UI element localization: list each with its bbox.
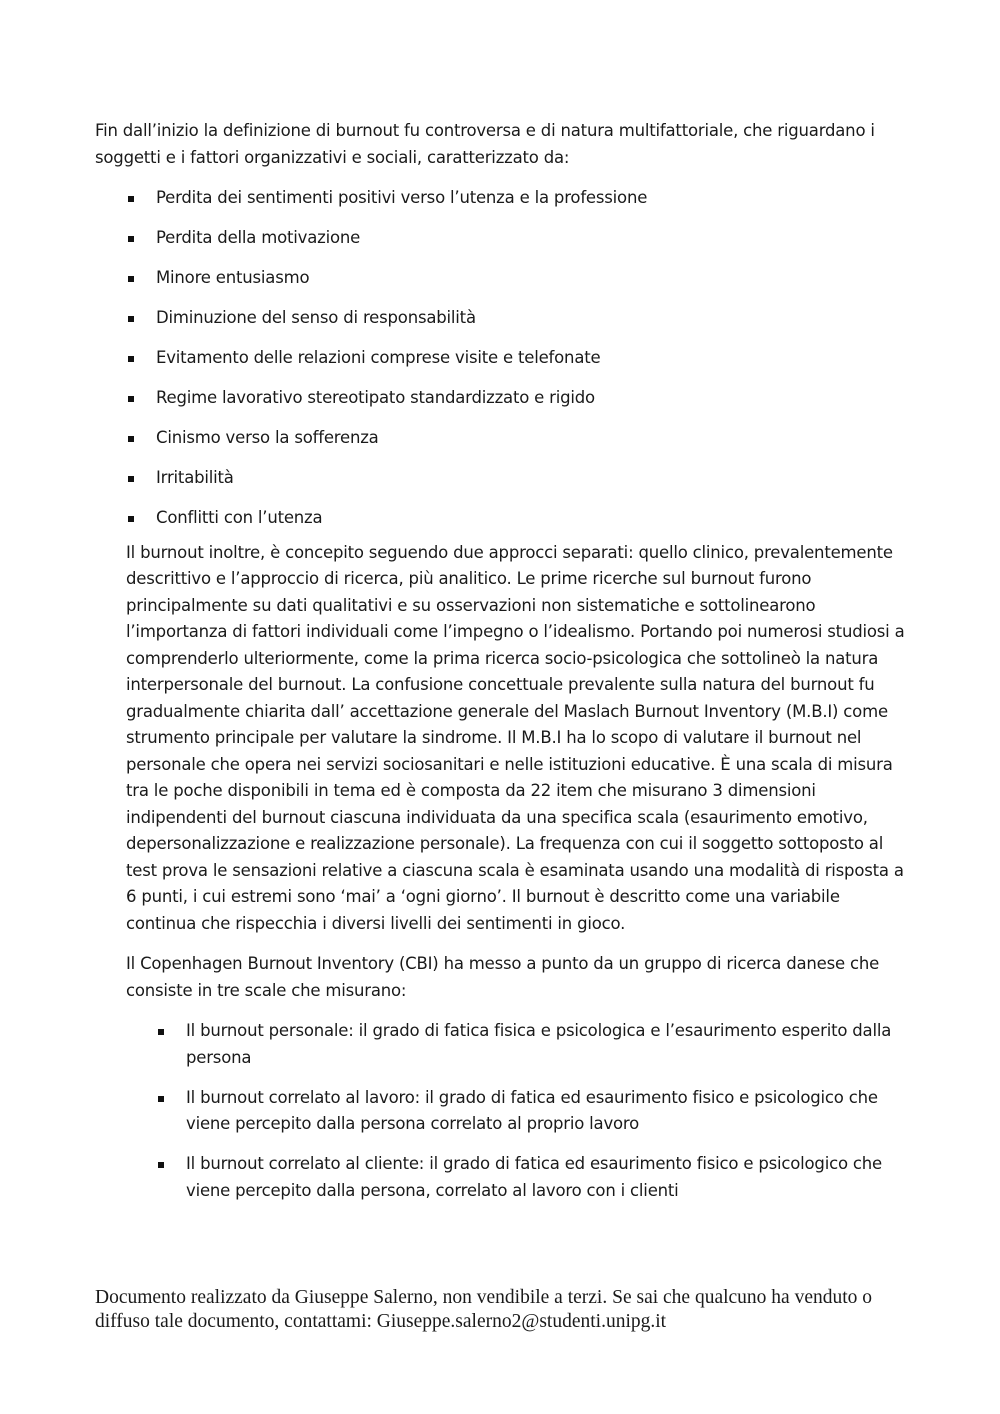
square-bullet-icon [158,1029,164,1035]
footer-note: Documento realizzato da Giuseppe Salerno, non vendibile a terzi. Se sai che qualcuno ha venduto o diffuso tale documento, contattami: Giuseppe.salerno2@studenti.unipg.it [95,1287,873,1332]
list-item-text: Il burnout personale: il grado di fatica fisica e psicologica e l’esaurimento esperito dalla persona [186,1021,892,1067]
list-item [95,225,905,252]
list-item [95,265,905,292]
square-bullet-icon [128,356,134,362]
symptoms-list [95,185,905,532]
square-bullet-icon [128,516,134,522]
list-item [95,1018,905,1071]
list-item-text: Conflitti con l’utenza [156,508,323,527]
square-bullet-icon [158,1096,164,1102]
list-item-text: Perdita dei sentimenti positivi verso l’utenza e la professione [156,188,648,207]
list-item [95,185,905,212]
square-bullet-icon [128,476,134,482]
list-item-text: Minore entusiasmo [156,268,310,287]
list-item [95,1151,905,1204]
list-item-text: Regime lavorativo stereotipato standardizzato e rigido [156,388,595,407]
cbi-paragraph: Il Copenhagen Burnout Inventory (CBI) ha messo a punto da un gruppo di ricerca danese che consiste in tre scale che misurano: [126,954,880,1000]
list-item-text: Irritabilità [156,468,234,487]
list-item-text: Cinismo verso la sofferenza [156,428,379,447]
square-bullet-icon [128,316,134,322]
square-bullet-icon [158,1162,164,1168]
list-item-text: Perdita della motivazione [156,228,361,247]
list-item-text: Evitamento delle relazioni comprese visite e telefonate [156,348,601,367]
square-bullet-icon [128,276,134,282]
list-item [95,1085,905,1138]
square-bullet-icon [128,236,134,242]
list-item [95,345,905,372]
list-item-text: Il burnout correlato al lavoro: il grado di fatica ed esaurimento fisico e psicologico che viene percepito dalla persona correlato al proprio lavoro [186,1087,878,1133]
list-item-text: Diminuzione del senso di responsabilità [156,308,476,327]
square-bullet-icon [128,396,134,402]
list-item [95,305,905,332]
list-item [95,425,905,452]
list-item [95,465,905,492]
cbi-scales-list [95,1018,905,1204]
list-item [95,385,905,412]
square-bullet-icon [128,196,134,202]
list-item [95,505,905,532]
document-body [95,118,905,1218]
intro-paragraph: Fin dall’inizio la definizione di burnout fu controversa e di natura multifattoriale, che riguardano i soggetti e i fattori organizzativi e sociali, caratterizzato da: [95,121,875,167]
list-item-text: Il burnout correlato al cliente: il grado di fatica ed esaurimento fisico e psicologico che viene percepito dalla persona, correlato al lavoro con i clienti [186,1154,882,1200]
square-bullet-icon [128,436,134,442]
mbi-paragraph: Il burnout inoltre, è concepito seguendo due approcci separati: quello clinico, prevalentemente descrittivo e l’approccio di ricerca, più analitico. Le prime ricerche sul burnout furono principalmente su dati qualitativi e su osservazioni non sistematiche e sottolinearono l’importanza di fattori individuali come l’impegno o l’idealismo. Portando poi numerosi studiosi a comprenderlo ulteriormente, come la prima ricerca socio-psicologica che sottolineò la natura interpersonale del burnout. La confusione concettuale prevalente sulla natura del burnout fu gradualmente chiarita dall’ accettazione generale del Maslach Burnout Inventory (M.B.I) come strumento principale per valutare la sindrome. Il M.B.I ha lo scopo di valutare il burnout nel personale che opera nei servizi sociosanitari e nelle istituzioni educative. È una scala di misura tra le poche disponibili in tema ed è composta da 22 item che misurano 3 dimensioni indipendenti del burnout ciascuna individuata da una specifica scala (esaurimento emotivo, depersonalizzazione e realizzazione personale). La frequenza con cui il soggetto sottoposto al test prova le sensazioni relative a ciascuna scala è esaminata usando una modalità di risposta a 6 punti, i cui estremi sono ‘mai’ a ‘ogni giorno’. Il burnout è descritto come una variabile continua che rispecchia i diversi livelli dei sentimenti in gioco. [126,542,905,933]
